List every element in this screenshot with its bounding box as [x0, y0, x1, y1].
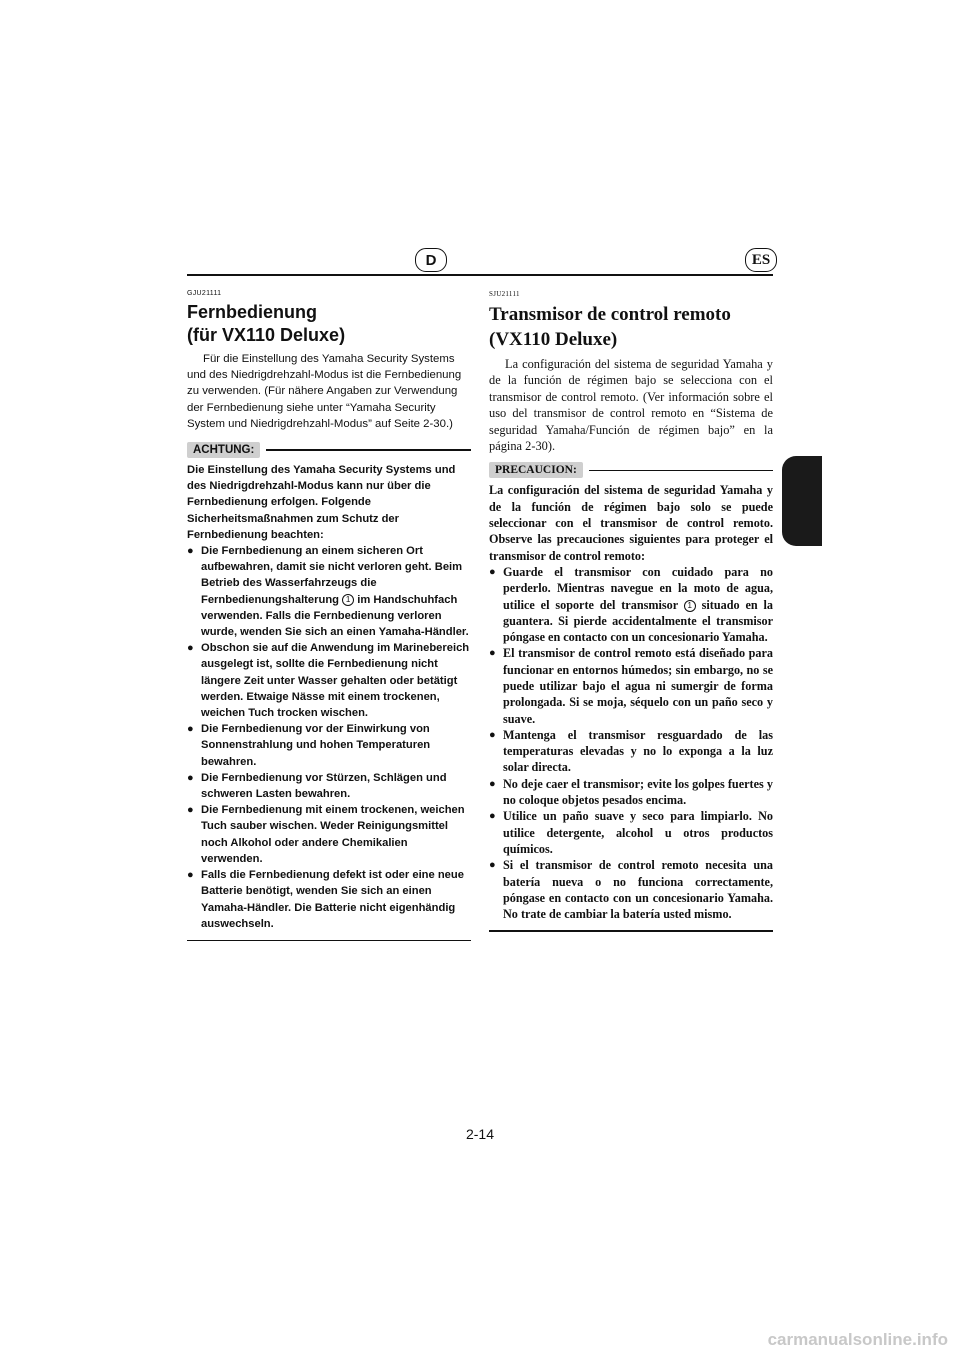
language-badge-german — [415, 248, 447, 272]
list-item — [489, 564, 773, 645]
language-badge-spanish — [745, 248, 777, 272]
spanish-column — [489, 290, 773, 932]
list-item: ● Mantenga el transmisor resguardado de las temperaturas elevadas y no lo exponga a la luz solar directa. — [489, 727, 773, 776]
header-rule — [187, 274, 773, 276]
list-item — [187, 543, 471, 640]
caution-end-rule — [187, 940, 471, 942]
list-item: ● No deje caer el transmisor; evite los golpes fuertes y no coloque objetos pesados encima. — [489, 776, 773, 809]
callout-number: 1 — [342, 594, 354, 606]
section-title-line2: (VX110 Deluxe) — [489, 329, 618, 350]
section-code: SJU21111 — [489, 290, 520, 298]
watermark: carmanualsonline.info — [767, 1330, 948, 1349]
list-item: ● Falls die Fernbedienung defekt ist oder eine neue Batterie benötigt, wenden Sie sich an einen Yamaha-Händler. Die Batterie nicht eigenhändig auswechseln. — [187, 867, 471, 932]
section-code: GJU21111 — [187, 290, 222, 297]
list-item: ● El transmisor de control remoto está diseñado para funcionar en entornos húmedos; sin embargo, no se puede utilizar bajo el agua ni sumergir de forma prolongada. Si se moja, séquelo con un paño seco y suave. — [489, 645, 773, 726]
section-title-line2: (für VX110 Deluxe) — [187, 325, 346, 345]
intro-paragraph: Für die Einstellung des Yamaha Security Systems und des Niedrigdrehzahl-Modus ist die Fernbedienung zu verwenden. (Für nähere Angaben zur Verwendung der Fernbedienung siehe unter “Yamaha Security System und Niedrigdrehzahl-Modus” auf Seite 2-30.) — [187, 353, 462, 430]
list-item-text: im Handschuhfach verwenden. Falls die Fernbedienung verloren wurde, wenden Sie sich an einen Yamaha-Händler. — [201, 593, 469, 639]
caution-label: PRECAUCION: — [489, 462, 583, 478]
caution-header — [187, 442, 471, 458]
section-thumb-tab — [782, 456, 822, 546]
page-number: 2-14 — [465, 1126, 495, 1142]
list-item-text: Guarde el transmisor con cuidado para no perderlo. Mientras navegue en la moto de agua, utilice el soporte del transmisor — [503, 564, 773, 612]
intro-paragraph: La configuración del sistema de seguridad Yamaha y de la función de régimen bajo se selecciona con el transmisor de control remoto. (Ver información sobre el uso del transmisor de control remoto en “Sistema de seguridad Yamaha/Función de régimen bajo” en la página 2-30). — [489, 357, 773, 454]
section-title — [489, 302, 773, 352]
section-title — [187, 301, 471, 347]
caution-rule — [266, 449, 471, 451]
caution-list — [187, 543, 471, 932]
caution-text: La configuración del sistema de seguridad Yamaha y de la función de régimen bajo solo se puede seleccionar con el transmisor de control remoto. Observe las precauciones siguientes para proteger el transmisor de control remoto: — [489, 483, 773, 563]
list-item: ● Utilice un paño suave y seco para limpiarlo. No utilice detergente, alcohol u otros productos químicos. — [489, 808, 773, 857]
caution-rule — [589, 470, 773, 472]
list-item-text: situado en la guantera. Si pierde accidentalmente el transmisor póngase en contacto con un concesionario Yamaha. — [503, 597, 773, 645]
list-item: ● Die Fernbedienung mit einem trockenen, weichen Tuch sauber wischen. Weder Reinigungsmittel noch Alkohol oder andere Chemikalien verwenden. — [187, 802, 471, 867]
language-code-spanish: ES — [751, 251, 771, 268]
list-item: ● Die Fernbedienung vor Stürzen, Schlägen und schweren Lasten bewahren. — [187, 770, 471, 802]
section-title-line1: Transmisor de control remoto — [489, 304, 731, 325]
list-item: ● Si el transmisor de control remoto necesita una batería nueva o no funciona correctamente, póngase en contacto con un concesionario Yamaha. No trate de cambiar la batería usted mismo. — [489, 857, 773, 922]
language-code-german: D — [425, 251, 437, 269]
caution-label: ACHTUNG: — [187, 442, 260, 458]
section-title-line1: Fernbedienung — [187, 302, 317, 322]
list-item-text: Die Fernbedienung an einem sicheren Ort aufbewahren, damit sie nicht verloren geht. Beim Betrieb des Wasserfahrzeugs die Fernbedienungshalterung — [201, 545, 463, 606]
callout-number: 1 — [684, 600, 696, 612]
list-item: ● Die Fernbedienung vor der Einwirkung von Sonnenstrahlung und hohen Temperaturen bewahren. — [187, 721, 471, 770]
list-item: ● Obschon sie auf die Anwendung im Marinebereich ausgelegt ist, sollte die Fernbedienung nicht längere Zeit unter Wasser gehalten oder betätigt werden. Etwaige Nässe mit einem trockenen, weichen Tuch trocken wischen. — [187, 640, 471, 721]
caution-list — [489, 564, 773, 923]
caution-header — [489, 462, 773, 478]
german-column — [187, 290, 471, 941]
caution-end-rule — [489, 930, 773, 932]
caution-text: Die Einstellung des Yamaha Security Systems und des Niedrigdrehzahl-Modus kann nur über die Fernbedienung erfolgen. Folgende Sicherheitsmaßnahmen zum Schutz der Fernbedienung beachten: — [187, 464, 456, 541]
